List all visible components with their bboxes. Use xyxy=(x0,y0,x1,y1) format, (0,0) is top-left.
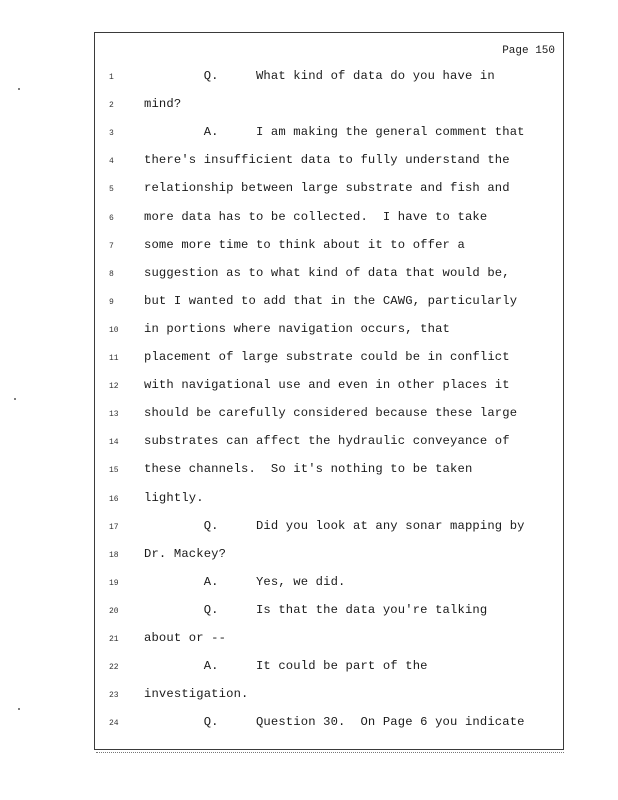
line-number: 21 xyxy=(109,635,119,644)
line-number: 19 xyxy=(109,578,119,588)
transcript-line xyxy=(95,519,563,537)
line-number: 20 xyxy=(109,606,119,616)
transcript-line xyxy=(95,491,563,509)
transcript-line xyxy=(95,575,563,593)
transcript-line xyxy=(95,238,563,256)
line-number: 23 xyxy=(109,691,119,701)
transcript-line xyxy=(95,294,563,312)
transcript-line xyxy=(95,406,563,424)
line-text: A. Yes, we did. xyxy=(144,574,346,589)
line-text: investigation. xyxy=(144,687,249,702)
line-text: placement of large substrate could be in conflict xyxy=(144,350,510,364)
line-text: these channels. So it's nothing to be taken xyxy=(144,462,473,477)
transcript-line xyxy=(95,715,563,733)
line-number: 16 xyxy=(109,494,119,504)
line-number: 13 xyxy=(109,410,119,420)
line-text: lightly. xyxy=(144,490,204,505)
line-number: 11 xyxy=(109,354,119,363)
line-number: 14 xyxy=(109,438,119,448)
line-text: Q. Is that the data you're talking xyxy=(144,602,488,617)
line-number: 7 xyxy=(109,241,114,251)
transcript-line xyxy=(95,322,563,340)
transcript-line xyxy=(95,603,563,621)
line-text: in portions where navigation occurs, that xyxy=(144,321,451,336)
line-number: 17 xyxy=(109,522,119,532)
line-text: some more time to think about it to offer a xyxy=(144,237,465,252)
line-number: 1 xyxy=(109,73,114,82)
page-number: Page 150 xyxy=(502,45,555,57)
scan-speck xyxy=(14,398,16,400)
line-number: 6 xyxy=(109,213,114,223)
line-text: A. It could be part of the xyxy=(144,659,428,674)
bottom-divider xyxy=(96,752,564,753)
transcript-line xyxy=(95,350,563,368)
line-text: Q. Did you look at any sonar mapping by xyxy=(144,518,525,533)
line-number: 3 xyxy=(109,129,114,139)
line-number: 22 xyxy=(109,663,119,673)
line-text: A. I am making the general comment that xyxy=(144,125,525,140)
line-text: mind? xyxy=(144,97,182,112)
line-number: 4 xyxy=(109,157,114,167)
line-text: substrates can affect the hydraulic conveyance of xyxy=(144,434,510,449)
line-text: suggestion as to what kind of data that would be, xyxy=(144,265,510,280)
line-number: 18 xyxy=(109,550,119,560)
line-text: more data has to be collected. I have to take xyxy=(144,209,488,224)
line-text: but I wanted to add that in the CAWG, particularly xyxy=(144,293,518,308)
transcript-line xyxy=(95,69,563,87)
transcript-line xyxy=(95,462,563,480)
line-text: Q. Question 30. On Page 6 you indicate xyxy=(144,715,525,730)
line-number: 9 xyxy=(109,297,114,307)
line-text: there's insufficient data to fully understand the xyxy=(144,153,510,168)
transcript-line xyxy=(95,181,563,199)
line-number: 15 xyxy=(109,466,119,476)
line-text: about or -- xyxy=(144,631,227,645)
transcript-line xyxy=(95,153,563,171)
line-text: Q. What kind of data do you have in xyxy=(144,69,495,83)
transcript-line xyxy=(95,97,563,115)
transcript-line xyxy=(95,631,563,649)
line-text: should be carefully considered because these large xyxy=(144,406,518,421)
transcript-line xyxy=(95,378,563,396)
transcript-line xyxy=(95,547,563,565)
line-text: Dr. Mackey? xyxy=(144,546,227,561)
line-text: with navigational use and even in other places it xyxy=(144,378,510,393)
line-text: relationship between large substrate and fish and xyxy=(144,181,510,196)
transcript-line xyxy=(95,687,563,705)
line-number: 8 xyxy=(109,269,114,279)
scan-speck xyxy=(18,88,20,90)
line-number: 5 xyxy=(109,185,114,195)
line-number: 12 xyxy=(109,382,119,392)
line-number: 2 xyxy=(109,101,114,111)
transcript-page xyxy=(94,32,564,750)
transcript-line xyxy=(95,659,563,677)
transcript-line xyxy=(95,125,563,143)
line-number: 24 xyxy=(109,719,119,729)
scan-speck xyxy=(18,708,20,710)
line-number: 10 xyxy=(109,325,119,335)
transcript-line xyxy=(95,210,563,228)
transcript-line xyxy=(95,434,563,452)
transcript-line xyxy=(95,266,563,284)
